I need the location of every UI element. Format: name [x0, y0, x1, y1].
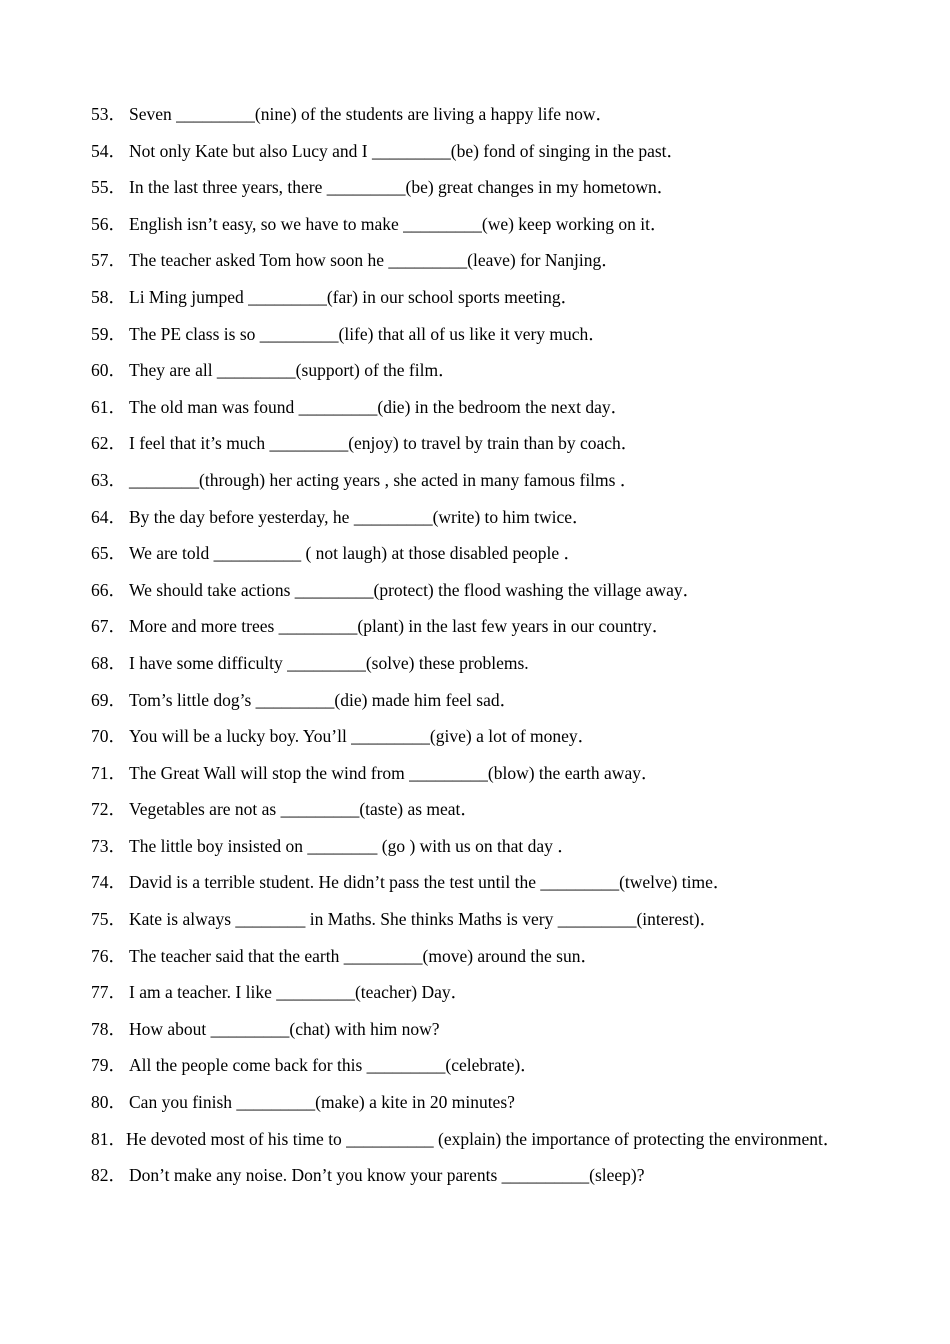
question-text: We should take actions _________(protect) the flood washing the village away． — [129, 579, 701, 600]
question-text: ________(through) her acting years , she acted in many famous films ． — [129, 469, 638, 490]
question-number: 59． — [91, 323, 126, 344]
question-number: 65． — [91, 543, 126, 564]
question-item — [91, 791, 859, 828]
question-text: You will be a lucky boy. You’ll _________(give) a lot of money． — [129, 726, 596, 747]
question-list — [91, 96, 859, 1194]
question-item — [91, 1047, 859, 1084]
question-number: 78． — [91, 1018, 126, 1039]
question-item — [91, 718, 859, 755]
question-item — [91, 96, 859, 133]
question-number: 64． — [91, 506, 126, 527]
question-number: 77． — [91, 982, 126, 1003]
question-number: 71． — [91, 762, 126, 783]
question-text: The old man was found _________(die) in the bedroom the next day． — [129, 396, 629, 417]
question-text: I feel that it’s much _________(enjoy) to travel by train than by coach． — [129, 433, 639, 454]
question-item — [91, 1011, 859, 1048]
question-text: I have some difficulty _________(solve) these problems. — [129, 652, 529, 673]
question-item — [91, 974, 859, 1011]
question-number: 62． — [91, 433, 126, 454]
question-text: Don’t make any noise. Don’t you know your parents __________(sleep)? — [129, 1165, 645, 1186]
question-text: The little boy insisted on ________ (go ) with us on that day ． — [129, 835, 575, 856]
question-text: David is a terrible student. He didn’t pass the test until the _________(twelve) time． — [129, 872, 731, 893]
question-number: 61． — [91, 396, 126, 417]
question-text: Li Ming jumped _________(far) in our school sports meeting． — [129, 286, 579, 307]
question-number: 73． — [91, 835, 126, 856]
question-number: 55． — [91, 177, 126, 198]
question-text: He devoted most of his time to __________ (explain) the importance of protecting the environment． — [126, 1128, 841, 1149]
question-item — [91, 645, 859, 682]
question-item — [91, 169, 859, 206]
question-number: 53． — [91, 104, 126, 124]
question-number: 68． — [91, 652, 126, 673]
question-number: 60． — [91, 360, 126, 381]
question-item — [91, 535, 859, 572]
question-text: Can you finish _________(make) a kite in 20 minutes? — [129, 1092, 515, 1113]
question-item — [91, 755, 859, 792]
question-number: 69． — [91, 689, 126, 710]
question-item — [91, 206, 859, 243]
question-item — [91, 499, 859, 536]
question-item — [91, 352, 859, 389]
question-text: The Great Wall will stop the wind from _________(blow) the earth away． — [129, 762, 659, 783]
question-text: Vegetables are not as _________(taste) as meat． — [129, 799, 478, 820]
question-number: 70． — [91, 726, 126, 747]
question-text: Tom’s little dog’s _________(die) made him feel sad． — [129, 689, 518, 710]
question-text: We are told __________ ( not laugh) at those disabled people ． — [129, 543, 582, 564]
question-number: 76． — [91, 945, 126, 966]
question-text: Not only Kate but also Lucy and I _________(be) fond of singing in the past． — [129, 140, 685, 161]
question-text: Kate is always ________ in Maths. She thinks Maths is very _________(interest)． — [129, 909, 718, 930]
question-number: 63． — [91, 469, 126, 490]
question-item — [91, 1157, 859, 1194]
question-number: 75． — [91, 909, 126, 930]
question-item — [91, 242, 859, 279]
question-number: 67． — [91, 616, 126, 637]
question-item — [91, 279, 859, 316]
question-number: 66． — [91, 579, 126, 600]
question-item — [91, 572, 859, 609]
question-item — [91, 462, 859, 499]
question-number: 80． — [91, 1092, 126, 1113]
question-number: 79． — [91, 1055, 126, 1076]
question-item — [91, 682, 859, 719]
question-number: 54． — [91, 140, 126, 161]
question-item — [91, 608, 859, 645]
question-text: By the day before yesterday, he _________(write) to him twice． — [129, 506, 590, 527]
question-item — [91, 901, 859, 938]
question-text: English isn’t easy, so we have to make _________(we) keep working on it． — [129, 213, 668, 234]
question-number: 81． — [91, 1128, 126, 1149]
question-item — [91, 1121, 859, 1158]
question-item — [91, 389, 859, 426]
question-item — [91, 425, 859, 462]
question-number: 57． — [91, 250, 126, 271]
question-text: More and more trees _________(plant) in the last few years in our country． — [129, 616, 670, 637]
question-item — [91, 864, 859, 901]
question-text: They are all _________(support) of the film． — [129, 360, 456, 381]
question-number: 56． — [91, 213, 126, 234]
question-text: How about _________(chat) with him now? — [129, 1018, 440, 1039]
question-number: 58． — [91, 286, 126, 307]
question-number: 72． — [91, 799, 126, 820]
question-item — [91, 316, 859, 353]
question-text: The PE class is so _________(life) that all of us like it very much． — [129, 323, 606, 344]
question-number: 74． — [91, 872, 126, 893]
question-number: 82． — [91, 1165, 126, 1186]
question-item — [91, 133, 859, 170]
question-text: In the last three years, there _________(be) great changes in my hometown． — [129, 177, 675, 198]
question-item — [91, 938, 859, 975]
question-item — [91, 828, 859, 865]
question-text: The teacher said that the earth _________(move) around the sun． — [129, 945, 598, 966]
question-text: The teacher asked Tom how soon he _________(leave) for Nanjing． — [129, 250, 619, 271]
question-text: I am a teacher. I like _________(teacher) Day． — [129, 982, 469, 1003]
question-text: All the people come back for this _________(celebrate)． — [129, 1055, 538, 1076]
question-item — [91, 1084, 859, 1121]
question-text: Seven _________(nine) of the students are living a happy life now． — [129, 104, 614, 124]
